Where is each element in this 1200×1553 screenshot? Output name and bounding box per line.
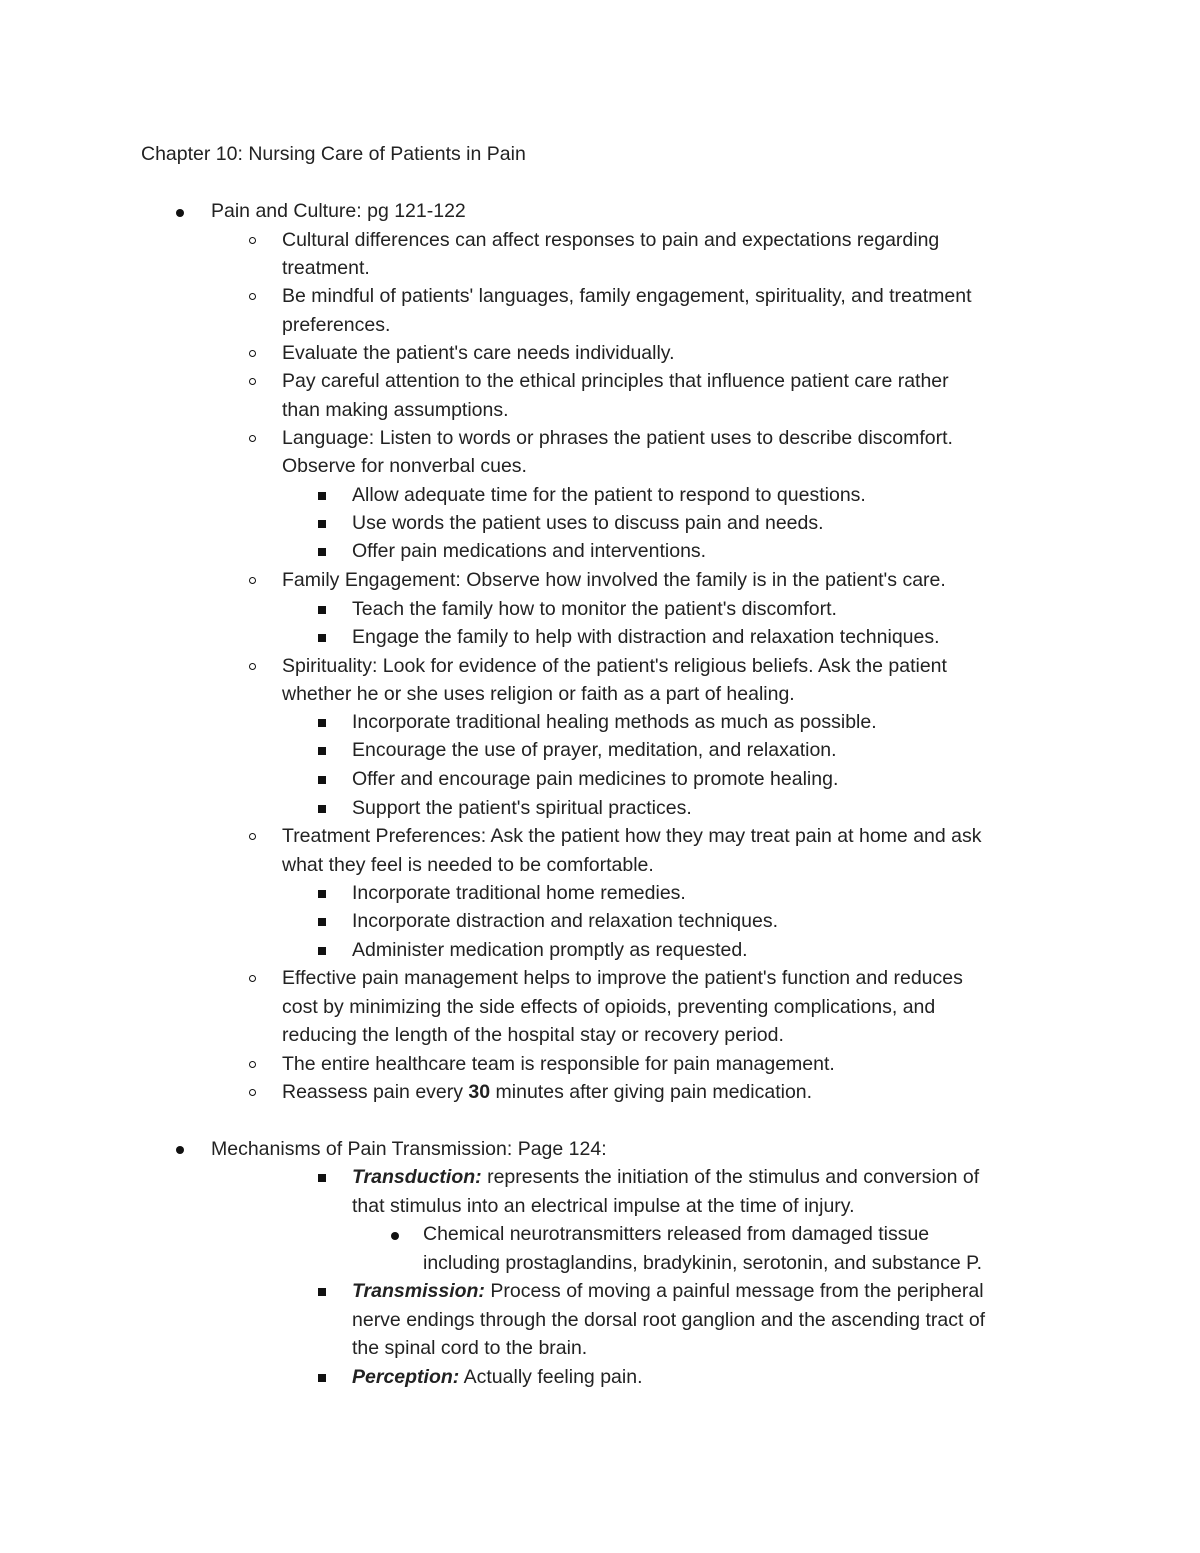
text-run: minutes after giving pain medication. (490, 1081, 813, 1103)
text-run: Reassess pain every (282, 1081, 469, 1103)
sub-list-item: Offer and encourage pain medicines to promote healing. (352, 768, 839, 790)
sub-list-item: Incorporate traditional home remedies. (352, 882, 686, 904)
sub-list-item: Teach the family how to monitor the patient's discomfort. (352, 598, 837, 620)
term-label: Transmission: (352, 1280, 485, 1302)
list-item (282, 1078, 812, 1106)
term-label: Perception: (352, 1366, 460, 1388)
list-item: Pay careful attention to the ethical principles that influence patient care rather (282, 370, 949, 392)
bullet-circle-icon (249, 833, 256, 840)
bullet-circle-icon (249, 975, 256, 982)
section-heading-pain-culture: Pain and Culture: pg 121-122 (211, 200, 466, 222)
text-run: Actually feeling pain. (459, 1366, 643, 1388)
list-item: Language: Listen to words or phrases the patient uses to describe discomfort. (282, 427, 953, 449)
bullet-square-icon (318, 890, 326, 898)
list-item: Effective pain management helps to improve the patient's function and reduces (282, 967, 963, 989)
bullet-circle-icon (249, 435, 256, 442)
list-item-continued: whether he or she uses religion or faith as a part of healing. (282, 683, 795, 705)
sub-list-item: Allow adequate time for the patient to respond to questions. (352, 484, 866, 506)
list-item-continued: Observe for nonverbal cues. (282, 455, 527, 477)
term-label: Transduction: (352, 1166, 482, 1188)
sub-list-item: Use words the patient uses to discuss pain and needs. (352, 512, 824, 534)
list-item: Be mindful of patients' languages, family engagement, spirituality, and treatment (282, 285, 972, 307)
text-run: represents the initiation of the stimulus and conversion of (481, 1166, 980, 1188)
term-item-continued: nerve endings through the dorsal root ganglion and the ascending tract of (352, 1309, 986, 1331)
term-item (352, 1277, 984, 1305)
bullet-square-icon (318, 947, 326, 955)
sub-list-item: Offer pain medications and interventions. (352, 540, 707, 562)
bullet-square-icon (318, 634, 326, 642)
list-item: Spirituality: Look for evidence of the patient's religious beliefs. Ask the patient (282, 655, 947, 677)
bullet-square-icon (318, 548, 326, 556)
term-item-continued: that stimulus into an electrical impulse at the time of injury. (352, 1195, 855, 1217)
list-item: Family Engagement: Observe how involved the family is in the patient's care. (282, 569, 946, 591)
sub-list-item: Engage the family to help with distraction and relaxation techniques. (352, 626, 940, 648)
list-item-continued: cost by minimizing the side effects of opioids, preventing complications, and (282, 996, 936, 1018)
bullet-circle-icon (249, 293, 256, 300)
bullet-square-icon (318, 1288, 326, 1296)
bullet-square-icon (318, 918, 326, 926)
bullet-circle-icon (249, 350, 256, 357)
bullet-square-icon (318, 1174, 326, 1182)
bullet-square-icon (318, 606, 326, 614)
nested-list-item: Chemical neurotransmitters released from damaged tissue (423, 1223, 930, 1245)
bullet-disc-icon (176, 1146, 184, 1154)
sub-list-item: Administer medication promptly as requested. (352, 939, 748, 961)
bullet-disc-icon (391, 1232, 399, 1240)
sub-list-item: Incorporate traditional healing methods as much as possible. (352, 711, 877, 733)
term-item (352, 1163, 979, 1191)
section-heading-mechanisms: Mechanisms of Pain Transmission: Page 124: (211, 1138, 607, 1160)
nested-list-item-continued: including prostaglandins, bradykinin, serotonin, and substance P. (423, 1252, 983, 1274)
bullet-circle-icon (249, 577, 256, 584)
list-item-continued: what they feel is needed to be comfortable. (282, 854, 654, 876)
list-item-continued: treatment. (282, 257, 370, 279)
term-item-continued: the spinal cord to the brain. (352, 1337, 588, 1359)
list-item: The entire healthcare team is responsible for pain management. (282, 1053, 835, 1075)
bullet-square-icon (318, 492, 326, 500)
list-item: Treatment Preferences: Ask the patient how they may treat pain at home and ask (282, 825, 982, 847)
bullet-square-icon (318, 747, 326, 755)
text-run: Process of moving a painful message from the peripheral (484, 1280, 984, 1302)
list-item-continued: preferences. (282, 314, 391, 336)
term-item (352, 1363, 642, 1391)
sub-list-item: Encourage the use of prayer, meditation, and relaxation. (352, 739, 837, 761)
bullet-disc-icon (176, 209, 184, 217)
bullet-circle-icon (249, 237, 256, 244)
bullet-square-icon (318, 776, 326, 784)
list-item-continued: than making assumptions. (282, 399, 509, 421)
bullet-square-icon (318, 520, 326, 528)
bullet-square-icon (318, 805, 326, 813)
bullet-circle-icon (249, 1061, 256, 1068)
list-item: Cultural differences can affect responses to pain and expectations regarding (282, 229, 940, 251)
bullet-circle-icon (249, 663, 256, 670)
sub-list-item: Support the patient's spiritual practices. (352, 797, 692, 819)
bullet-circle-icon (249, 378, 256, 385)
sub-list-item: Incorporate distraction and relaxation techniques. (352, 910, 779, 932)
bullet-square-icon (318, 719, 326, 727)
list-item-continued: reducing the length of the hospital stay or recovery period. (282, 1024, 784, 1046)
list-item: Evaluate the patient's care needs individually. (282, 342, 675, 364)
bullet-square-icon (318, 1374, 326, 1382)
page-title: Chapter 10: Nursing Care of Patients in Pain (141, 143, 526, 165)
emphasis-number: 30 (468, 1081, 491, 1103)
bullet-circle-icon (249, 1089, 256, 1096)
